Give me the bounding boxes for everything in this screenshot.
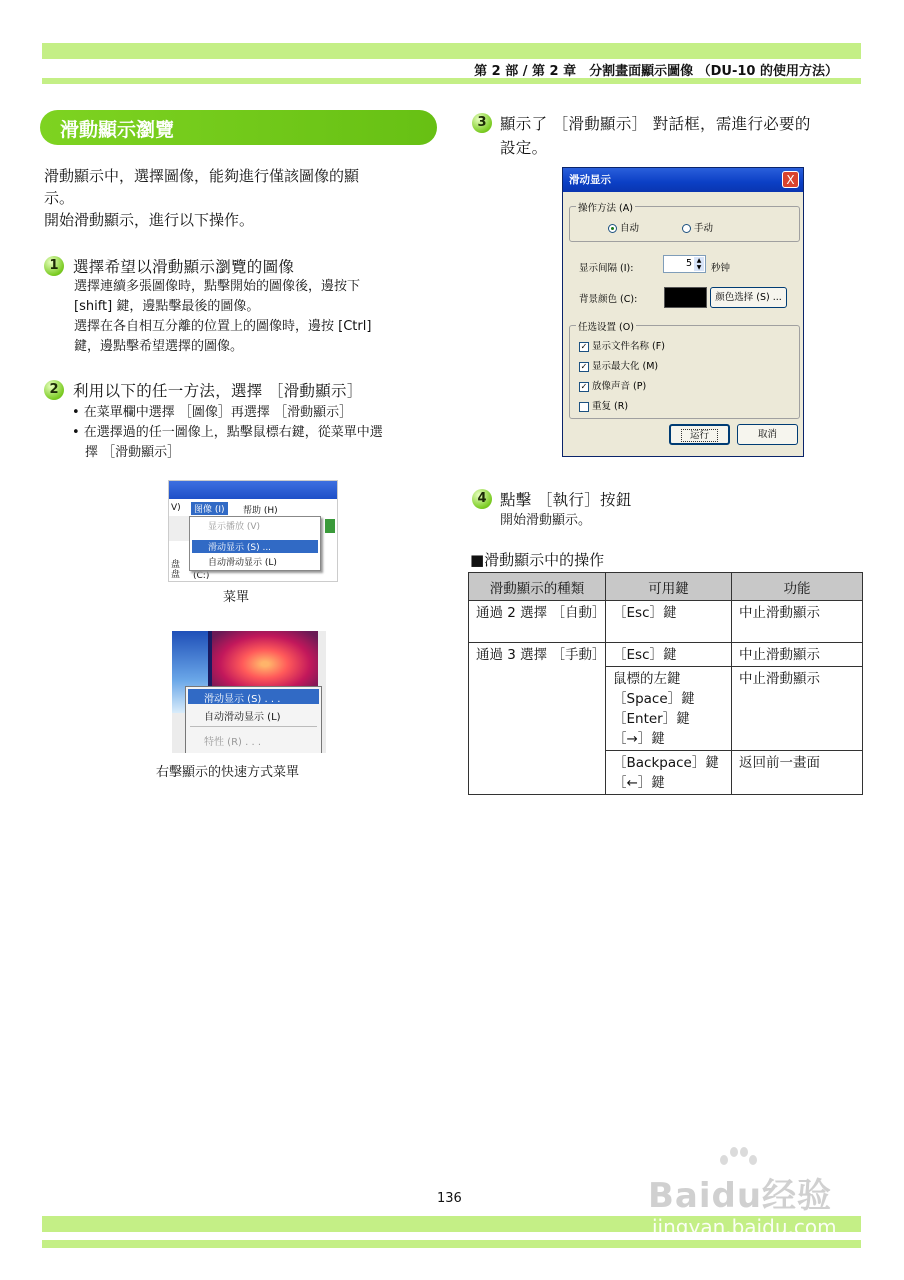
context-item-auto-slide-show[interactable]: 自动滑动显示 (L) bbox=[204, 712, 281, 723]
key-entry: 鼠標的左鍵 bbox=[613, 671, 681, 687]
step-4-badge: 4 bbox=[472, 489, 492, 509]
color-select-button[interactable] bbox=[710, 287, 787, 308]
col-header: 滑動顯示的種類 bbox=[469, 573, 606, 601]
option-label: 重复 (R) bbox=[592, 401, 629, 412]
key-entry: ［←］鍵 bbox=[613, 775, 665, 791]
context-screenshot bbox=[172, 631, 326, 753]
step-1-title: 選擇希望以滑動顯示瀏覽的圖像 bbox=[73, 258, 295, 276]
dialog-title-bar bbox=[563, 168, 803, 192]
cell-key: ［Esc］鍵 bbox=[606, 601, 732, 643]
menu-caption: 菜單 bbox=[223, 590, 250, 605]
cancel-label: 取消 bbox=[757, 429, 777, 440]
baidu-watermark-logo bbox=[648, 1168, 832, 1217]
interval-value: 5 bbox=[685, 258, 692, 269]
menu-item-show-play[interactable]: 显示播放 (V) bbox=[208, 522, 261, 532]
context-menu bbox=[185, 686, 322, 753]
run-label: 运行 bbox=[681, 429, 718, 442]
page-number: 136 bbox=[437, 1191, 462, 1206]
step-4-sub: 開始滑動顯示。 bbox=[500, 513, 592, 528]
radio-unselected-icon bbox=[682, 224, 691, 233]
mode-group-label: 操作方法 (A) bbox=[576, 200, 635, 214]
option-show-filename[interactable] bbox=[579, 338, 665, 352]
mode-auto-label: 自动 bbox=[620, 223, 640, 234]
context-item-slide-show-label: 滑动显示 (S) . . . bbox=[204, 694, 281, 705]
table-row bbox=[469, 643, 863, 667]
watermark-paw-icon bbox=[718, 1147, 758, 1171]
image-dropdown-menu bbox=[189, 516, 321, 571]
context-menu-divider bbox=[190, 726, 317, 727]
step-1-line: 選擇連續多張圖像時，點擊開始的圖像後，邊按下 bbox=[74, 279, 361, 294]
interval-label: 显示间隔 (I): bbox=[579, 263, 634, 274]
table-row bbox=[469, 601, 863, 643]
step-2-line: • 在選擇過的任一圖像上，點擊鼠標右鍵，從菜單中選 bbox=[72, 425, 383, 440]
menu-item-slide-show-label: 滑动显示 (S) ... bbox=[208, 543, 272, 553]
step-1-line: 鍵，邊點擊希望選擇的圖像。 bbox=[74, 339, 244, 354]
col-header: 功能 bbox=[732, 573, 863, 601]
watermark-url: jingyan.baidu.com bbox=[652, 1215, 837, 1239]
bg-color-label: 背景颜色 (C): bbox=[579, 294, 638, 305]
cell-type: 通過 2 選擇 ［自動］ bbox=[469, 601, 606, 643]
menu-bar-help[interactable]: 帮助 (H) bbox=[243, 506, 278, 516]
step-2-line: 擇 ［滑動顯示］ bbox=[72, 445, 181, 460]
cell-type: 通過 3 選擇 ［手動］ bbox=[469, 643, 606, 795]
checkbox-checked-icon: ✓ bbox=[580, 381, 588, 391]
step-1-description bbox=[74, 277, 434, 357]
option-label: 放像声音 (P) bbox=[592, 381, 647, 392]
tree-label: 盘 bbox=[171, 560, 181, 570]
color-select-label: 颜色选择 (S) ... bbox=[715, 292, 782, 303]
key-entry: ［Enter］鍵 bbox=[613, 711, 690, 727]
option-maximize[interactable] bbox=[579, 358, 658, 372]
radio-selected-icon bbox=[608, 224, 617, 233]
tree-label: (C:) bbox=[193, 571, 210, 581]
section-title: 滑動顯示瀏覽 bbox=[60, 119, 175, 141]
cell-function: 中止滑動顯示 bbox=[732, 601, 863, 643]
context-caption: 右擊顯示的快速方式菜單 bbox=[156, 765, 300, 780]
dialog-title: 滑动显示 bbox=[569, 174, 611, 186]
interval-spinner[interactable] bbox=[663, 255, 706, 273]
slide-show-dialog bbox=[562, 167, 804, 457]
chapter-header: 第 2 部 / 第 2 章 分割畫面顯示圖像 （DU-10 的使用方法） bbox=[474, 64, 838, 79]
menu-screenshot bbox=[168, 480, 338, 582]
step-2-line: • 在菜單欄中選擇 ［圖像］再選擇 ［滑動顯示］ bbox=[72, 405, 353, 420]
checkbox-unchecked-icon bbox=[579, 402, 589, 412]
step-3-badge: 3 bbox=[472, 113, 492, 133]
cell-function: 中止滑動顯示 bbox=[732, 667, 863, 751]
option-label: 显示文件名称 (F) bbox=[592, 341, 665, 352]
cancel-button[interactable] bbox=[737, 424, 798, 445]
toolbar-strip bbox=[169, 516, 190, 541]
cell-function: 中止滑動顯示 bbox=[732, 643, 863, 667]
toolbar-icon bbox=[325, 519, 335, 533]
ops-table bbox=[468, 572, 863, 795]
cell-function: 返回前一畫面 bbox=[732, 751, 863, 795]
menu-bar bbox=[169, 481, 337, 499]
mode-manual-label: 手动 bbox=[694, 223, 714, 234]
intro-line-1: 滑動顯示中，選擇圖像，能夠進行僅該圖像的顯 bbox=[44, 167, 360, 185]
option-label: 显示最大化 (M) bbox=[592, 361, 659, 372]
col-header: 可用鍵 bbox=[606, 573, 732, 601]
step-4-title: 點擊 ［執行］按鈕 bbox=[500, 491, 632, 509]
step-2-description bbox=[72, 403, 442, 463]
key-entry: ［→］鍵 bbox=[613, 731, 665, 747]
option-play-sound[interactable] bbox=[579, 378, 646, 392]
watermark-brand: Baidu经验 bbox=[648, 1176, 833, 1216]
checkbox-checked-icon: ✓ bbox=[580, 361, 588, 371]
spinner-arrows-icon[interactable]: ▲ ▼ bbox=[694, 257, 704, 271]
key-entry: ［Backpace］鍵 bbox=[613, 755, 719, 771]
section-title-pill bbox=[40, 110, 437, 145]
checkbox-checked-icon: ✓ bbox=[580, 341, 588, 351]
footer-stripe-bottom bbox=[42, 1240, 861, 1248]
options-group bbox=[569, 322, 800, 419]
step-2-title: 利用以下的任一方法，選擇 ［滑動顯示］ bbox=[73, 382, 363, 400]
cell-keys bbox=[606, 751, 732, 795]
interval-unit: 秒钟 bbox=[711, 263, 731, 274]
option-repeat[interactable] bbox=[579, 398, 628, 412]
mode-manual-radio[interactable] bbox=[682, 220, 713, 234]
options-group-label: 任选设置 (O) bbox=[576, 319, 636, 333]
close-icon[interactable]: X bbox=[782, 171, 799, 188]
mode-auto-radio[interactable] bbox=[608, 220, 639, 234]
bg-color-swatch bbox=[664, 287, 707, 308]
table-header-row bbox=[469, 573, 863, 601]
step-2-badge: 2 bbox=[44, 380, 64, 400]
cell-key: ［Esc］鍵 bbox=[606, 643, 732, 667]
ops-heading: ■滑動顯示中的操作 bbox=[470, 551, 605, 569]
intro-text bbox=[44, 165, 444, 231]
step-1-line: 選擇在各自相互分離的位置上的圖像時，邊按 [Ctrl] bbox=[74, 319, 372, 334]
cell-keys bbox=[606, 667, 732, 751]
key-entry: ［Space］鍵 bbox=[613, 691, 695, 707]
menu-bar-image[interactable]: 图像 (I) bbox=[191, 502, 228, 515]
intro-line-3: 開始滑動顯示，進行以下操作。 bbox=[44, 211, 255, 229]
menu-bar-view[interactable]: V) bbox=[171, 503, 181, 513]
step-1-badge: 1 bbox=[44, 256, 64, 276]
tree-label: 盘 bbox=[171, 570, 181, 580]
step-3-title-line-1: 顯示了 ［滑動顯示］ 對話框，需進行必要的 bbox=[500, 115, 811, 133]
run-button[interactable] bbox=[669, 424, 730, 445]
mode-group bbox=[569, 203, 800, 242]
context-item-properties[interactable]: 特性 (R) . . . bbox=[204, 737, 262, 748]
menu-item-auto-slide-show[interactable]: 自动滑动显示 (L) bbox=[208, 558, 277, 568]
header-stripe-top bbox=[42, 43, 861, 59]
sunset-thumbnail bbox=[212, 631, 318, 691]
step-1-line: [shift] 鍵，邊點擊最後的圖像。 bbox=[74, 299, 260, 314]
step-3-title-line-2: 設定。 bbox=[500, 139, 548, 157]
intro-line-2: 示。 bbox=[44, 189, 75, 207]
